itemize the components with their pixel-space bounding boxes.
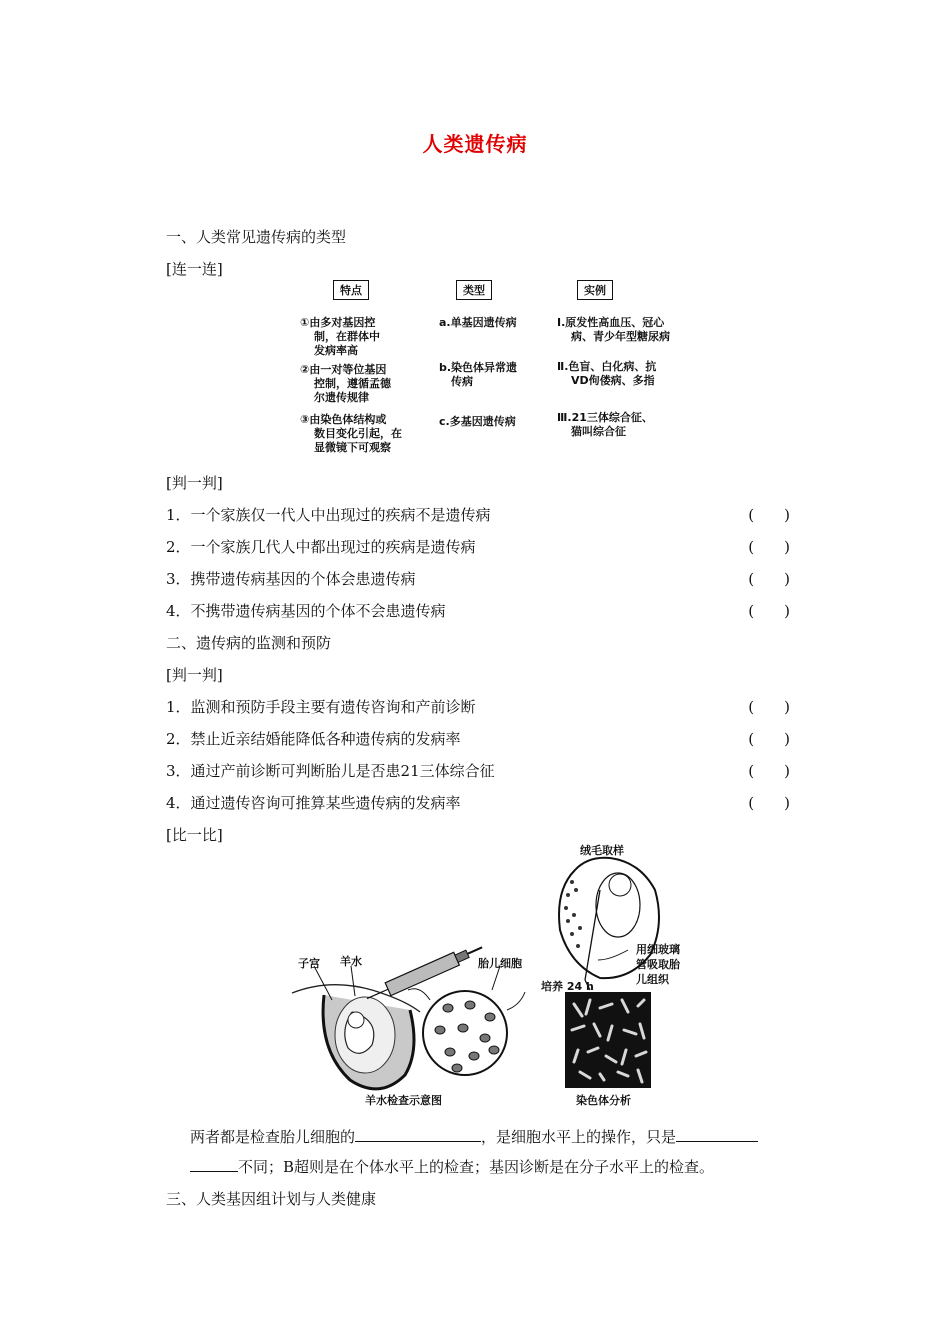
answer-blank[interactable]: ( ) — [748, 602, 790, 620]
judge2-item-2-text: 2．禁止近亲结婚能降低各种遗传病的发病率 — [166, 730, 461, 748]
compare-label: [比一比] — [166, 826, 223, 844]
fill-blank-2a[interactable] — [676, 1127, 758, 1142]
answer-blank[interactable]: ( ) — [748, 698, 790, 716]
judge1-item-2-text: 2．一个家族几代人中都出现过的疾病是遗传病 — [166, 538, 476, 556]
feature-3-line3: 显微镜下可观察 — [314, 441, 391, 454]
example-2-line2: VD佝偻病、多指 — [571, 374, 655, 387]
page-title: 人类遗传病 — [422, 132, 528, 156]
judge2-item-4-text: 4．通过遗传咨询可推算某些遗传病的发病率 — [166, 794, 461, 812]
label-amniotic-fluid: 羊水 — [340, 955, 362, 968]
example-3-line2: 猫叫综合征 — [571, 425, 626, 438]
header-features: 特点 — [333, 280, 369, 300]
match-label: [连一连] — [166, 260, 223, 278]
section2-heading: 二、遗传病的监测和预防 — [166, 634, 332, 652]
fill-part3: 不同；B超则是在个体水平上的检查；基因诊断是在分子水平上的检查。 — [238, 1158, 715, 1176]
answer-blank[interactable]: ( ) — [748, 730, 790, 748]
feature-1-line3: 发病率高 — [314, 344, 358, 357]
section1-heading: 一、人类常见遗传病的类型 — [166, 228, 347, 246]
example-3-line1: Ⅲ.21三体综合征、 — [557, 411, 653, 424]
answer-blank[interactable]: ( ) — [748, 762, 790, 780]
chromosome-caption: 染色体分析 — [576, 1094, 631, 1107]
fill-line-1 — [190, 1126, 758, 1147]
feature-1-line1: ①由多对基因控 — [300, 316, 376, 329]
judge2-item-1-text: 1．监测和预防手段主要有遗传咨询和产前诊断 — [166, 698, 476, 716]
amnio-caption: 羊水检查示意图 — [365, 1094, 442, 1107]
example-1-line1: Ⅰ.原发性高血压、冠心 — [557, 316, 665, 329]
header-types: 类型 — [456, 280, 492, 300]
feature-2-line2: 控制，遵循孟德 — [314, 377, 391, 390]
culture-label: 培养 24 h — [541, 980, 594, 993]
fill-part1: 两者都是检查胎儿细胞的 — [190, 1128, 356, 1146]
fill-line-2 — [190, 1156, 714, 1177]
judge-label-2: [判一判] — [166, 666, 223, 684]
villus-title: 绒毛取样 — [580, 844, 624, 857]
type-c-line1: c.多基因遗传病 — [439, 415, 516, 428]
type-a-line1: a.单基因遗传病 — [439, 316, 517, 329]
feature-2-line1: ②由一对等位基因 — [300, 363, 387, 376]
label-uterus: 子宫 — [298, 957, 320, 970]
label-fetal-cells: 胎儿细胞 — [478, 957, 522, 970]
villus-note-line1: 用细玻璃 — [636, 943, 680, 956]
feature-3-line2: 数目变化引起，在 — [314, 427, 402, 440]
answer-blank[interactable]: ( ) — [748, 538, 790, 556]
judge-label-1: [判一判] — [166, 474, 223, 492]
villus-note — [636, 942, 680, 987]
feature-3-line1: ③由染色体结构或 — [300, 413, 387, 426]
answer-blank[interactable]: ( ) — [748, 570, 790, 588]
judge1-item-1-text: 1．一个家族仅一代人中出现过的疾病不是遗传病 — [166, 506, 491, 524]
fill-blank-2b[interactable] — [190, 1157, 238, 1172]
example-1-line2: 病、青少年型糖尿病 — [571, 330, 670, 343]
villus-note-line3: 儿组织 — [636, 973, 669, 986]
example-2-line1: Ⅱ.色盲、白化病、抗 — [557, 360, 657, 373]
answer-blank[interactable]: ( ) — [748, 794, 790, 812]
villus-note-line2: 管吸取胎 — [636, 958, 680, 971]
feature-1-line2: 制，在群体中 — [314, 330, 380, 343]
answer-blank[interactable]: ( ) — [748, 506, 790, 524]
type-b-line2: 传病 — [451, 375, 473, 388]
fill-part2: ，是细胞水平上的操作，只是 — [481, 1128, 677, 1146]
type-b-line1: b.染色体异常遗 — [439, 361, 518, 374]
judge1-item-4-text: 4．不携带遗传病基因的个体不会患遗传病 — [166, 602, 446, 620]
judge2-item-3-text: 3．通过产前诊断可判断胎儿是否患21三体综合征 — [166, 762, 495, 780]
header-examples: 实例 — [577, 280, 613, 300]
section3-heading: 三、人类基因组计划与人类健康 — [166, 1190, 377, 1208]
feature-2-line3: 尔遗传规律 — [314, 391, 369, 404]
fill-blank-1[interactable] — [355, 1127, 481, 1142]
judge1-item-3-text: 3．携带遗传病基因的个体会患遗传病 — [166, 570, 416, 588]
